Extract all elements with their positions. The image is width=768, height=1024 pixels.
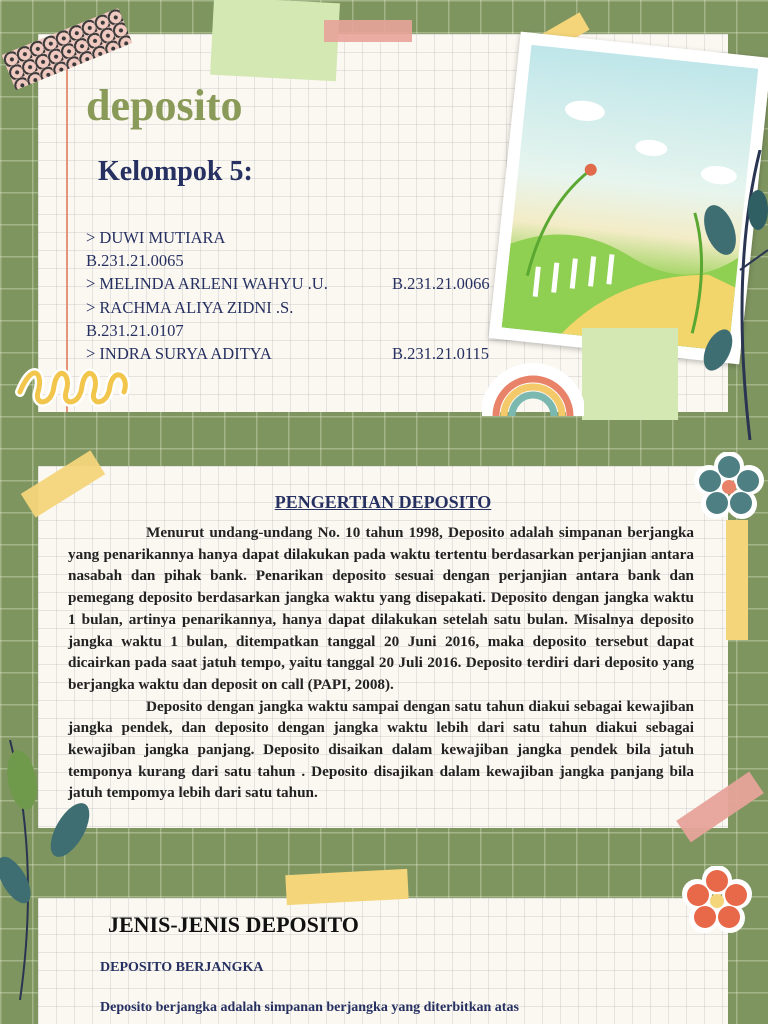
group-label: Kelompok 5: (98, 156, 253, 187)
yellow-loop-doodle (14, 362, 140, 412)
section-text: Deposito berjangka adalah simpanan berjangka yang diterbitkan atas (100, 1000, 519, 1015)
definition-text (68, 522, 694, 804)
paragraph: Deposito dengan jangka waktu sampai dengan satu tahun diakui sebagai kewajiban jangka pendek, dan deposito dengan jangka waktu lebih dari satu tahun diakui sebagai kewajiban jangka panjang. Deposito disaikan dalam kewajiban jangka pendek bila jatuh temponya kurang dari satu tahun . Deposito disajikan dalam kewajiban jangka panjang bila jatuh tempomya lebih dari satu tahun. (68, 697, 694, 802)
section-heading: PENGERTIAN DEPOSITO (274, 492, 492, 512)
member-id: B.231.21.0066 (392, 274, 490, 294)
slide-3-paper (38, 898, 728, 1024)
member-list (86, 226, 526, 365)
member-row (86, 296, 526, 319)
member-id: B.231.21.0107 (86, 320, 184, 340)
yellow-tape (285, 869, 408, 905)
member-row (86, 226, 526, 249)
slide-title: deposito (86, 81, 243, 130)
margin-line (66, 34, 68, 412)
teal-flower-sticker (694, 452, 764, 522)
member-id-row (86, 249, 526, 272)
member-id: B.231.21.0065 (86, 251, 184, 271)
subsection-heading: DEPOSITO BERJANGKA (100, 960, 264, 975)
orange-flower-sticker (682, 866, 752, 936)
rainbow-sticker (482, 346, 584, 422)
section-heading: JENIS-JENIS DEPOSITO (108, 912, 359, 937)
member-name: > INDRA SURYA ADITYA (86, 344, 272, 364)
member-name: > DUWI MUTIARA (86, 228, 226, 247)
member-id: B.231.21.0115 (392, 344, 490, 364)
member-id-row (86, 319, 526, 342)
slide-2-paper (38, 466, 728, 828)
green-note (210, 0, 340, 81)
member-row (86, 342, 526, 365)
plant-branch (700, 150, 768, 440)
yellow-tape (726, 520, 748, 640)
pink-tape (324, 20, 412, 42)
paragraph: Menurut undang-undang No. 10 tahun 1998, Deposito adalah simpanan berjangka yang penarikannya hanya dapat dilakukan pada waktu tertentu berdasarkan perjanjian antara nasabah dan pihak bank. Penarikan deposito sesuai dengan perjanjian antara bank dan pemegang deposito berdasarkan jangka waktu yang disepakati. Deposito dengan jangka waktu 1 bulan, artinya penarikannya, hanya dapat dilakukan setelah satu bulan. Misalnya deposito jangka waktu 1 bulan, ditempatkan tanggal 20 Juni 2016, maka deposito tersebut dapat dicairkan pada saat jatuh tempo, yaitu tanggal 20 Juli 2016. Deposito terdiri dari deposito yang berjangka waktu dan deposit on call (PAPI, 2008). (68, 524, 694, 693)
member-row (86, 272, 526, 295)
green-note (582, 328, 678, 420)
member-name: > MELINDA ARLENI WAHYU .U. (86, 274, 328, 294)
member-name: > RACHMA ALIYA ZIDNI .S. (86, 297, 294, 317)
